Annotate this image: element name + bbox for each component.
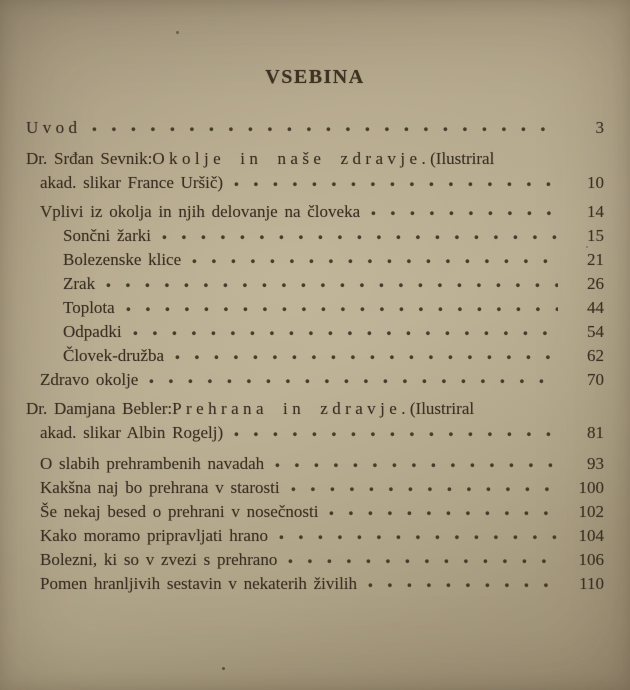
toc-row: [26, 572, 604, 596]
toc-page-number: 62: [587, 346, 604, 365]
toc-page-number: 110: [579, 574, 604, 593]
toc-row: [26, 272, 604, 296]
toc-row: [26, 200, 604, 224]
toc-row: [26, 344, 604, 368]
dot-leader: [288, 558, 558, 565]
toc-page-number: 104: [578, 526, 604, 545]
toc-page-number: 3: [595, 118, 604, 137]
toc-entry-title-spaced: Okolje in naše zdravje.: [152, 149, 431, 168]
toc-row: [26, 397, 604, 421]
dot-leader: [192, 258, 558, 265]
toc-entry-text: Bolezenske klice: [63, 250, 182, 269]
toc-entry-text: akad. slikar Albin Rogelj): [40, 423, 224, 442]
dot-leader: [126, 306, 558, 313]
toc-page-number: 70: [587, 370, 604, 389]
toc-row: [26, 548, 604, 572]
toc-entry-text: (Ilustriral: [430, 149, 495, 168]
toc-page-number: 102: [578, 502, 604, 521]
dot-leader: [133, 330, 558, 337]
toc-entry-text: Vplivi iz okolja in njih delovanje na človeka: [40, 202, 361, 221]
toc-entry-text: Toplota: [63, 298, 115, 317]
toc-entry-text: (Ilustriral: [409, 399, 475, 418]
toc-row: [26, 500, 604, 524]
toc-entry-text: Pomen hranljivih sestavin v nekaterih živilih: [40, 574, 358, 593]
toc-entry-text: Zrak: [63, 274, 96, 293]
toc-page-number: 100: [578, 478, 604, 497]
toc-entry-text: Odpadki: [63, 322, 122, 341]
toc-page-number: 44: [587, 298, 604, 317]
toc-row: [26, 320, 604, 344]
toc-entry-text: Bolezni, ki so v zvezi s prehrano: [40, 550, 278, 569]
toc-entry-text: O slabih prehrambenih navadah: [40, 454, 265, 473]
dot-leader: [149, 378, 558, 385]
toc-entry-title-spaced: Prehrana in zdravje.: [172, 399, 410, 418]
paper-speck: [222, 667, 225, 670]
toc-page-number: 21: [587, 250, 604, 269]
dot-leader: [234, 431, 558, 438]
toc-row: [26, 248, 604, 272]
dot-leader: [279, 534, 558, 541]
toc-page-number: 10: [587, 173, 604, 192]
toc-row: [26, 147, 604, 171]
dot-leader: [175, 354, 558, 361]
toc-row: [26, 524, 604, 548]
dot-leader: [162, 234, 558, 241]
toc-entry-text: Kako moramo pripravljati hrano: [40, 526, 268, 545]
toc-entry-title-spaced: Uvod: [26, 118, 82, 137]
toc-page-number: 81: [587, 423, 604, 442]
toc-entry-text: Dr. Srđan Sevnik:: [26, 149, 153, 168]
dot-leader: [275, 462, 558, 469]
dot-leader: [368, 582, 558, 589]
toc-row: [26, 452, 604, 476]
toc-row: [26, 368, 604, 392]
page-title: VSEBINA: [265, 66, 365, 88]
dot-leader: [329, 510, 558, 517]
toc-entry-text: Kakšna naj bo prehrana v starosti: [40, 478, 280, 497]
toc-entry-text: Dr. Damjana Bebler:: [26, 399, 173, 418]
dot-leader: [106, 282, 558, 289]
toc-entry-text: Sončni žarki: [63, 226, 151, 245]
dot-leader: [92, 126, 558, 133]
toc-page-number: 15: [587, 226, 604, 245]
dot-leader: [234, 181, 558, 188]
toc-row: [26, 296, 604, 320]
toc-entry-text: Zdravo okolje: [40, 370, 139, 389]
toc-page-number: 54: [587, 322, 604, 341]
toc-row: [26, 224, 604, 248]
dot-leader: [291, 486, 558, 493]
toc-page-number: 106: [578, 550, 604, 569]
toc-row: [26, 421, 604, 445]
toc-entry-text: Človek-družba: [63, 346, 165, 365]
toc-page-number: 14: [587, 202, 604, 221]
dot-leader: [371, 210, 558, 217]
paper-speck: [586, 246, 588, 248]
toc-list: [0, 116, 630, 596]
toc-row: [26, 476, 604, 500]
toc-entry-text: Še nekaj besed o prehrani v nosečnosti: [40, 502, 319, 521]
toc-row: [26, 171, 604, 195]
toc-page-number: 93: [587, 454, 604, 473]
toc-page-number: 26: [587, 274, 604, 293]
paper-speck: [176, 31, 179, 34]
toc-row: [26, 116, 604, 140]
toc-entry-text: akad. slikar France Uršič): [40, 173, 224, 192]
